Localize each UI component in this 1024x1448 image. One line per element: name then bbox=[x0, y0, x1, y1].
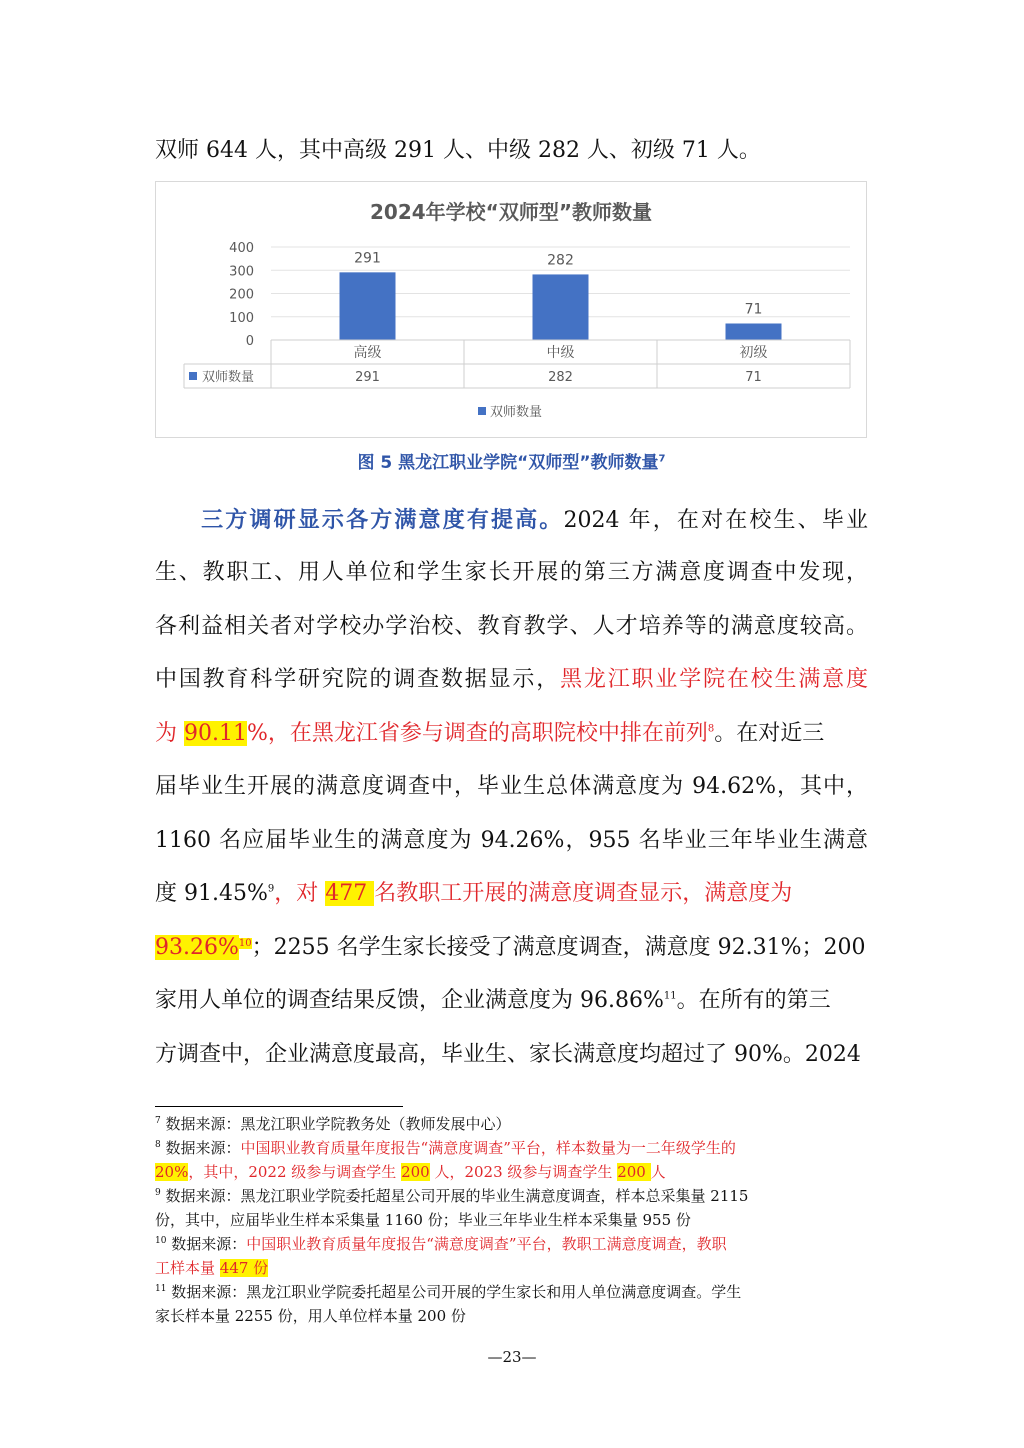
figure-caption-ref: 7 bbox=[658, 453, 666, 465]
footnote-text: 数据来源： bbox=[171, 1235, 247, 1253]
body-text-red: %，在黑龙江省参与调查的高职院校中排在前列 bbox=[246, 721, 708, 746]
page-number: —23— bbox=[487, 1348, 537, 1366]
body-text-red: ，对 bbox=[274, 881, 326, 906]
highlighted-value: 90.11 bbox=[184, 721, 247, 746]
footnote-10-cont bbox=[155, 1256, 868, 1280]
body-text: 2024 年，在对在校生、毕业 bbox=[563, 508, 868, 533]
footnote-9 bbox=[155, 1184, 868, 1208]
footnote-text: 家长样本量 2255 份，用人单位样本量 200 份 bbox=[155, 1307, 466, 1325]
body-text: 届毕业生开展的满意度调查中，毕业生总体满意度为 94.62%，其中， bbox=[155, 774, 868, 799]
body-text: 度 91.45% bbox=[155, 881, 268, 906]
footnote-11-cont bbox=[155, 1304, 868, 1328]
body-line-2 bbox=[155, 553, 868, 593]
y-tick-label: 400 bbox=[229, 241, 254, 256]
body-text: ；2255 名学生家长接受了满意度调查，满意度 92.31%；200 bbox=[251, 935, 866, 960]
body-text: 方调查中，企业满意度最高，毕业生、家长满意度均超过了 90%。2024 bbox=[155, 1042, 861, 1067]
chart-title: 2024年学校“双师型”教师数量 bbox=[370, 200, 652, 224]
body-text: 。在对近三 bbox=[714, 721, 825, 746]
footnote-text: 份，其中，应届毕业生样本采集量 1160 份；毕业三年毕业生样本采集量 955 份 bbox=[155, 1211, 691, 1229]
body-line-5 bbox=[155, 714, 868, 754]
highlighted-value: 477 bbox=[325, 881, 375, 906]
data-label: 291 bbox=[354, 250, 381, 267]
footnote-text-red: 人，2023 级参与调查学生 bbox=[429, 1163, 618, 1181]
body-text: 各利益相关者对学校办学治校、教育教学、人才培养等的满意度较高。 bbox=[155, 614, 868, 639]
footnote-text: 数据来源：黑龙江职业学院委托超星公司开展的毕业生满意度调查，样本总采集量 2115 bbox=[165, 1187, 749, 1205]
intro-paragraph bbox=[155, 131, 868, 171]
footnote-ref: 9 bbox=[267, 883, 275, 895]
data-label: 282 bbox=[547, 252, 574, 269]
body-text: 生、教职工、用人单位和学生家长开展的第三方满意度调查中发现， bbox=[155, 560, 868, 585]
body-text-red: 名教职工开展的满意度调查显示，满意度为 bbox=[374, 881, 793, 906]
legend-key bbox=[478, 407, 486, 415]
x-category-label: 初级 bbox=[739, 345, 768, 361]
table-series-label: 双师数量 bbox=[202, 370, 255, 385]
highlighted-value: 447 份 bbox=[219, 1259, 269, 1277]
body-line-7 bbox=[155, 821, 868, 861]
bar-chart bbox=[156, 182, 866, 437]
footnote-text: 数据来源：黑龙江职业学院教务处（教师发展中心） bbox=[165, 1115, 511, 1133]
body-text: 中国教育科学研究院的调查数据显示， bbox=[155, 667, 561, 692]
x-category-label: 高级 bbox=[353, 345, 382, 361]
footnote-ref: 10 bbox=[238, 937, 252, 949]
data-label: 71 bbox=[744, 301, 763, 318]
x-category-label: 中级 bbox=[546, 345, 575, 361]
body-text: 家用人单位的调查结果反馈，企业满意度为 96.86% bbox=[155, 988, 664, 1013]
footnote-number: 7 bbox=[155, 1116, 161, 1126]
footnote-number: 9 bbox=[155, 1188, 161, 1198]
body-text-red: 黑龙江职业学院在校生满意度 bbox=[560, 667, 868, 692]
body-text: 1160 名应届毕业生的满意度为 94.26%，955 名毕业三年毕业生满意 bbox=[155, 828, 868, 853]
footnote-9-cont bbox=[155, 1208, 868, 1232]
table-cell-value: 71 bbox=[745, 370, 762, 385]
body-line-4 bbox=[155, 660, 868, 700]
footnote-number: 11 bbox=[155, 1284, 167, 1294]
bar bbox=[340, 272, 396, 340]
footnote-text: 数据来源：黑龙江职业学院委托超星公司开展的学生家长和用人单位满意度调查。学生 bbox=[171, 1283, 742, 1301]
footnote-7 bbox=[155, 1112, 868, 1136]
figure-caption-text: 图 5 黑龙江职业学院“双师型”教师数量 bbox=[357, 453, 659, 473]
intro-text: 双师 644 人，其中高级 291 人、中级 282 人、初级 71 人。 bbox=[155, 138, 761, 163]
paragraph-lead: 三方调研显示各方满意度有提高。 bbox=[199, 507, 564, 533]
footnote-text-red: ，其中，2022 级参与调查学生 bbox=[188, 1163, 402, 1181]
legend-label: 双师数量 bbox=[490, 405, 543, 420]
body-line-3 bbox=[155, 607, 868, 647]
footnote-ref: 8 bbox=[707, 723, 715, 735]
body-line-10 bbox=[155, 981, 868, 1021]
footnote-8 bbox=[155, 1136, 868, 1160]
y-tick-label: 100 bbox=[229, 310, 254, 326]
footnote-rule bbox=[155, 1106, 403, 1107]
y-tick-label: 300 bbox=[229, 264, 254, 280]
body-line-6 bbox=[155, 767, 868, 807]
footnote-text-red: 工样本量 bbox=[155, 1259, 220, 1277]
bar bbox=[726, 323, 782, 340]
highlighted-value: 200 bbox=[401, 1163, 430, 1181]
body-line-8 bbox=[155, 874, 868, 914]
legend-key bbox=[189, 372, 197, 380]
footnote-8-cont bbox=[155, 1160, 868, 1184]
highlighted-value: 20% bbox=[155, 1163, 189, 1181]
y-tick-label: 0 bbox=[245, 334, 254, 349]
highlighted-value: 93.26% bbox=[155, 935, 239, 960]
body-line-1 bbox=[155, 500, 868, 540]
footnote-text-red: 人 bbox=[650, 1163, 666, 1181]
body-line-11 bbox=[155, 1035, 868, 1075]
footnote-number: 10 bbox=[155, 1236, 167, 1246]
bar bbox=[533, 274, 589, 340]
footnote-text: 数据来源： bbox=[165, 1139, 241, 1157]
body-text: 。在所有的第三 bbox=[676, 988, 831, 1013]
footnote-text-red: 中国职业教育质量年度报告“满意度调查”平台，样本数量为一二年级学生的 bbox=[240, 1139, 736, 1157]
footnote-11 bbox=[155, 1280, 868, 1304]
footnote-text-red: 中国职业教育质量年度报告“满意度调查”平台，教职工满意度调查，教职 bbox=[246, 1235, 727, 1253]
y-tick-label: 200 bbox=[229, 287, 254, 303]
table-cell-value: 282 bbox=[548, 370, 573, 385]
body-line-9 bbox=[155, 928, 868, 968]
footnote-10 bbox=[155, 1232, 868, 1256]
figure-caption bbox=[155, 450, 868, 476]
body-text-red: 为 bbox=[155, 721, 184, 746]
table-cell-value: 291 bbox=[355, 370, 380, 385]
chart-frame bbox=[155, 181, 867, 438]
highlighted-value: 200 bbox=[617, 1163, 651, 1181]
footnote-number: 8 bbox=[155, 1140, 161, 1150]
footnote-ref: 11 bbox=[663, 990, 677, 1002]
